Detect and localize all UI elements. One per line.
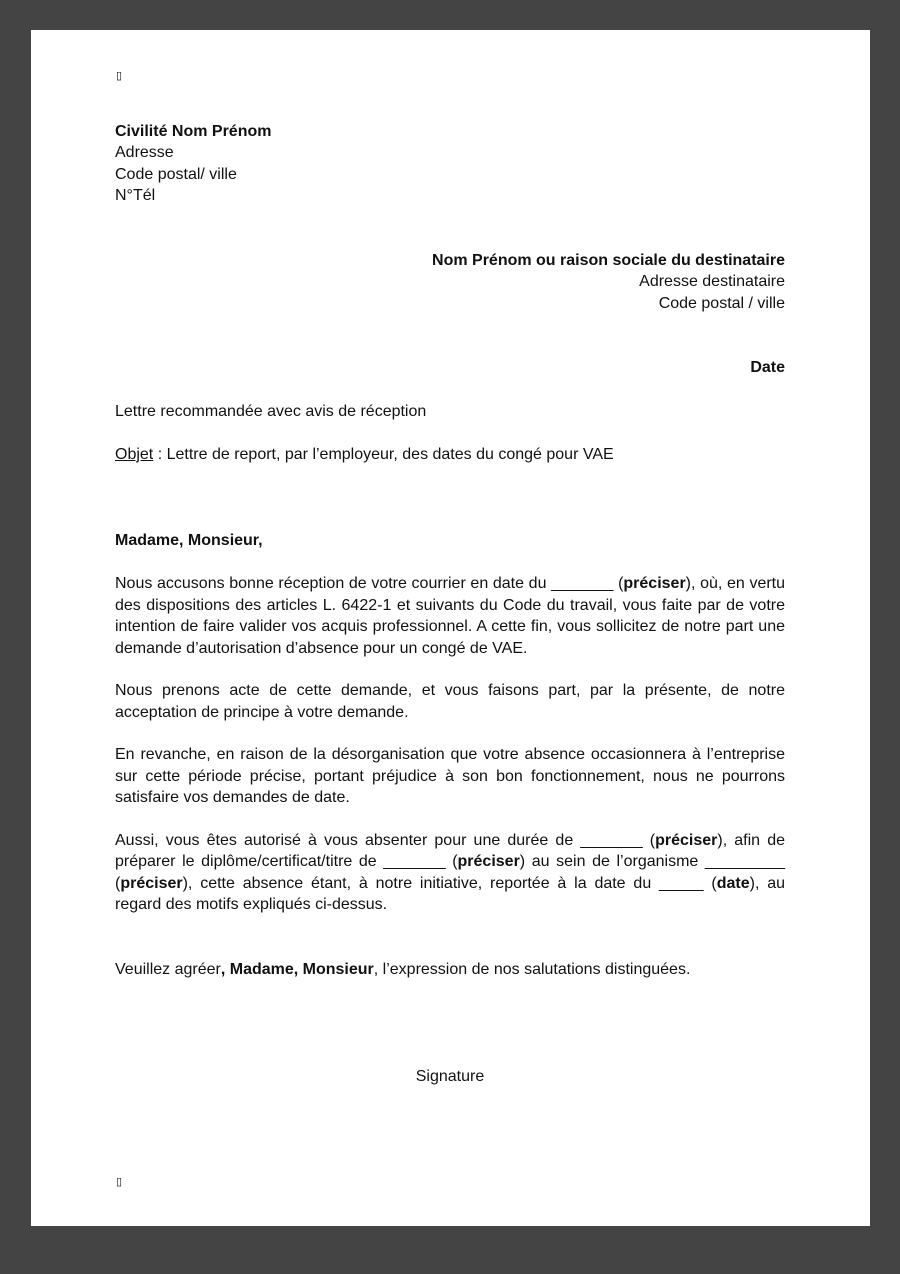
subject-line — [115, 444, 785, 466]
salutation: Madame, Monsieur, — [115, 531, 263, 549]
sender-city: Code postal/ ville — [115, 165, 237, 183]
sender-phone: N°Tél — [115, 187, 156, 204]
date-label: Date — [750, 359, 785, 376]
closing-formula: Veuillez agréer, Madame, Monsieur, l’expression de nos salutations distinguées. — [115, 960, 691, 978]
sender-block — [115, 121, 785, 207]
paragraph-4: Aussi, vous êtes autorisé à vous absenter pour une durée de _______ (préciser), afin de préparer le diplôme/certificat/titre de _______ (préciser) au sein de l’organisme _________ (préciser), cette absence étant, à notre initiative, reportée à la date du _____ (date), au regard des motifs expliqués ci-dessus. — [115, 831, 786, 913]
paragraph-2: Nous prenons acte de cette demande, et vous faisons part, par la présente, de notre acceptation de principe à votre demande. — [115, 682, 785, 721]
header-glyph: ▯ — [115, 70, 123, 82]
recipient-city: Code postal / ville — [658, 294, 785, 312]
subject-text: : Lettre de report, par l’employeur, des dates du congé pour VAE — [153, 446, 614, 463]
paragraph-3: En revanche, en raison de la désorganisation que votre absence occasionnera à l’entreprise sur cette période précise, portant préjudice à son bon fonctionnement, nous ne pourrons satisfaire vos demandes de date. — [115, 746, 785, 806]
sender-address: Adresse — [115, 144, 174, 161]
footer-glyph: ▯ — [115, 1176, 123, 1188]
letter-body — [115, 64, 785, 1088]
recipient-name: Nom Prénom ou raison sociale du destinataire — [432, 251, 785, 269]
subject-label: Objet — [115, 446, 154, 463]
signature-label: Signature — [415, 1068, 485, 1085]
letter-page — [31, 30, 870, 1226]
recipient-block — [115, 250, 785, 315]
recipient-address: Adresse destinataire — [639, 273, 785, 290]
delivery-mode: Lettre recommandée avec avis de réception — [115, 402, 427, 420]
sender-name: Civilité Nom Prénom — [115, 122, 272, 140]
paragraph-1: Nous accusons bonne réception de votre courrier en date du _______ (préciser), où, en vertu des dispositions des articles L. 6422-1 et suivants du Code du travail, vous faite par de votre intention de faire valider vos acquis professionnel. A cette fin, vous sollicitez de notre part une demande d’autorisation d’absence pour un congé de VAE. — [115, 575, 786, 657]
